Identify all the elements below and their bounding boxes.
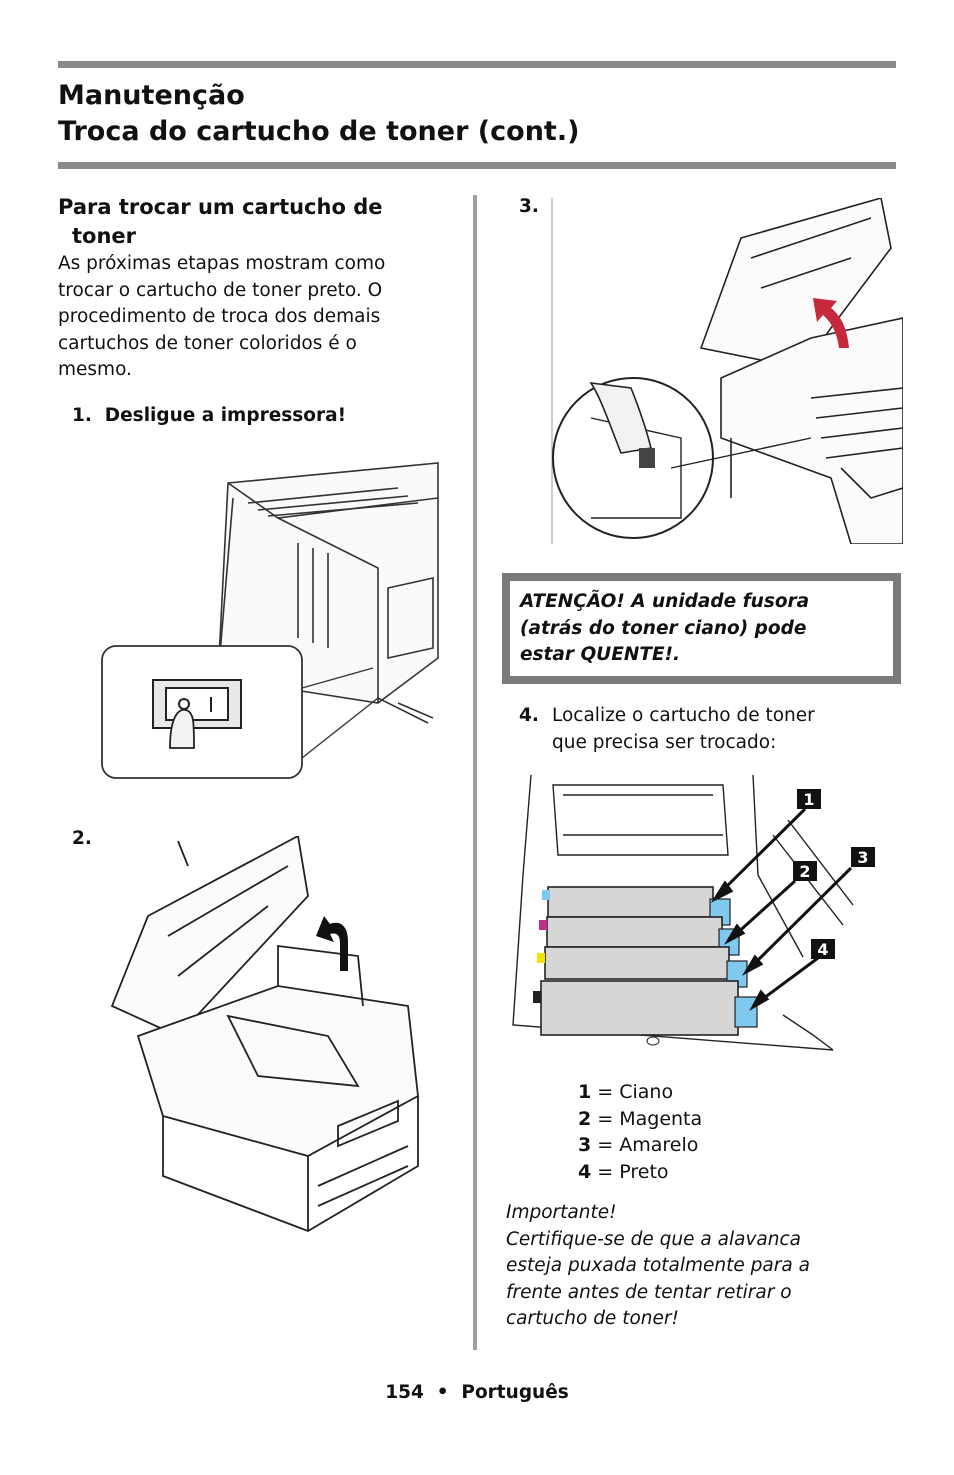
callout-4: 4 xyxy=(817,940,829,959)
step-1-label: 1. Desligue a impressora! xyxy=(72,405,347,426)
warning-box: ATENÇÃO! A unidade fusora (atrás do toner ciano) pode estar QUENTE!. xyxy=(502,573,901,684)
header-rule-bottom xyxy=(58,162,896,169)
step-2-label: 2. xyxy=(72,828,92,849)
column-divider xyxy=(473,195,477,1350)
legend-item: 3 = Amarelo xyxy=(578,1134,699,1156)
power-switch-illustration xyxy=(98,458,443,783)
step-3-label: 3. xyxy=(519,196,539,217)
step-4-number: 4. xyxy=(519,705,539,726)
intro-paragraph: As próximas etapas mostram como trocar o cartucho de toner preto. O procedimento de troca dos demais cartuchos de toner coloridos é o mesmo. xyxy=(58,253,386,380)
section-title: Manutenção xyxy=(58,80,245,111)
important-note: Importante! Certifique-se de que a alavanca esteja puxada totalmente para a frente antes de tentar retirar o cartucho de toner! xyxy=(506,1202,810,1329)
legend-item: 4 = Preto xyxy=(578,1160,669,1183)
header-rule-top xyxy=(58,61,896,68)
legend-item: 1 = Ciano xyxy=(578,1081,674,1103)
callout-2: 2 xyxy=(799,862,811,881)
page-footer: 154 • Português xyxy=(385,1382,569,1403)
page-header xyxy=(58,78,579,150)
toner-cartridges-illustration xyxy=(503,775,878,1057)
subheading: Para trocar um cartucho de toner xyxy=(58,195,383,248)
legend-item: 2 = Magenta xyxy=(578,1107,703,1130)
callout-1: 1 xyxy=(803,790,815,809)
fuser-lever-illustration xyxy=(551,198,903,544)
step-4-text: 4. Localize o cartucho de toner que precisa ser trocado: xyxy=(519,705,815,753)
lid-open-illustration xyxy=(108,836,428,1234)
color-legend xyxy=(578,1079,702,1185)
page-title: Troca do cartucho de toner (cont.) xyxy=(58,116,580,147)
callout-3: 3 xyxy=(857,848,869,867)
